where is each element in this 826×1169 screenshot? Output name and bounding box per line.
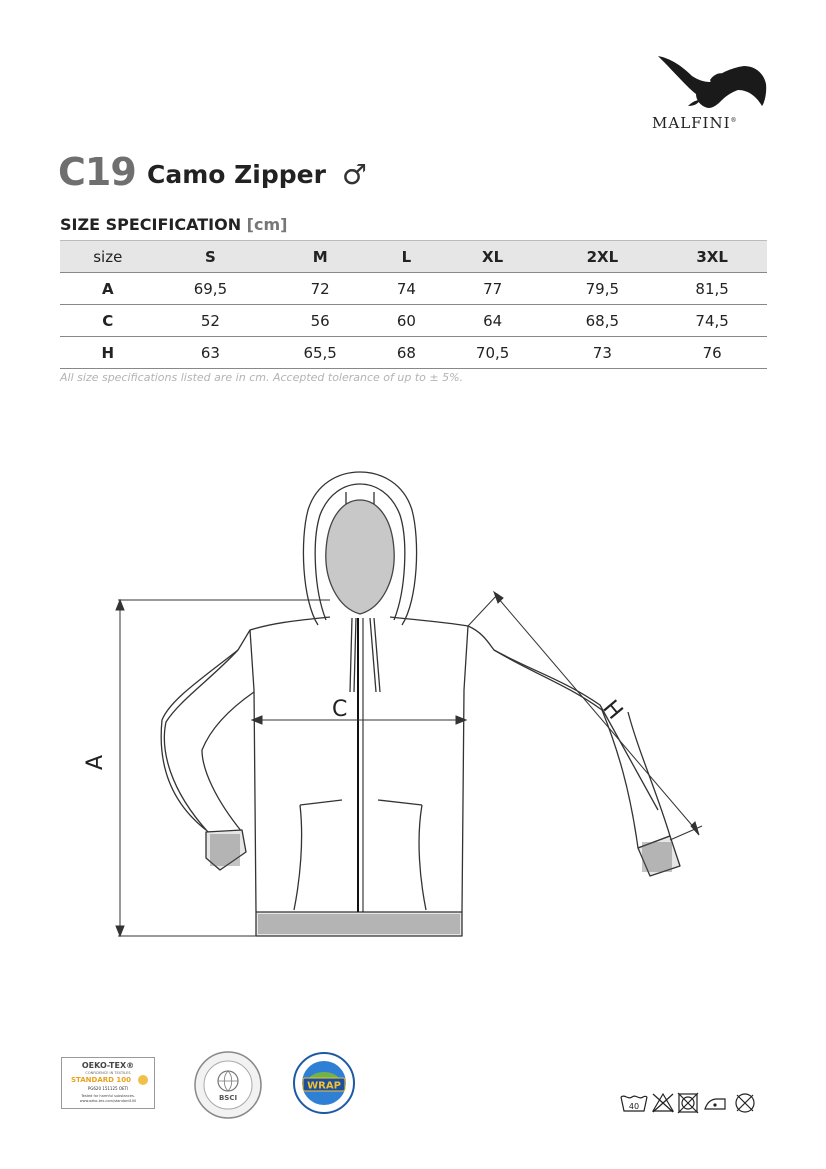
oeko-standard: STANDARD 100 xyxy=(70,1076,132,1084)
bsci-label: BSCI xyxy=(218,1094,238,1102)
oeko-tex-badge xyxy=(61,1057,155,1109)
table-cell: 72 xyxy=(310,279,330,298)
table-cell: 64 xyxy=(483,311,503,330)
table-cell: 68 xyxy=(396,343,416,362)
label-h: H xyxy=(597,695,628,725)
table-cell: 56 xyxy=(310,311,330,330)
table-header-row xyxy=(60,241,767,273)
row-label: H xyxy=(101,343,115,362)
oeko-subtitle: CONFIDENCE IN TEXTILES xyxy=(85,1071,131,1075)
iron-icon xyxy=(705,1099,725,1109)
row-label: A xyxy=(101,279,114,298)
table-cell: 70,5 xyxy=(475,343,510,362)
table-cell: 73 xyxy=(592,343,612,362)
no-tumble-dry-icon xyxy=(678,1093,698,1113)
drawstring-left xyxy=(350,618,356,692)
table-cell: 79,5 xyxy=(585,279,620,298)
table-cell: 65,5 xyxy=(303,343,337,362)
header-l: L xyxy=(401,247,412,266)
oeko-note-line1: Tested for harmful substances. xyxy=(81,1094,135,1098)
trademark: ® xyxy=(730,117,738,124)
product-code: C19 xyxy=(58,150,136,194)
table-cell: 74 xyxy=(396,279,416,298)
wrap-badge xyxy=(289,1048,359,1118)
oeko-title: OEKO-TEX® xyxy=(81,1061,135,1070)
wash-40-icon xyxy=(621,1096,647,1111)
care-symbols xyxy=(619,1091,771,1115)
measure-h-ext1 xyxy=(468,594,498,626)
product-name: Camo Zipper xyxy=(147,160,326,189)
table-row xyxy=(60,305,767,337)
header-3xl: 3XL xyxy=(696,247,728,266)
oeko-number: PG620 151125 OETI xyxy=(87,1086,129,1091)
spec-title xyxy=(60,215,287,234)
header-m: M xyxy=(312,247,328,266)
brand-name xyxy=(652,114,738,132)
table-row xyxy=(60,337,767,369)
wash-temp: 40 xyxy=(628,1102,640,1111)
drawstring-right xyxy=(370,618,380,692)
table-cell: 77 xyxy=(483,279,503,298)
label-a: A xyxy=(83,754,108,770)
row-label: C xyxy=(102,311,114,330)
measure-h-line xyxy=(498,598,696,830)
header-xl: XL xyxy=(482,247,504,266)
table-cell: 76 xyxy=(702,343,722,362)
no-dry-clean-icon xyxy=(736,1094,754,1112)
hoodie-svg xyxy=(83,460,730,960)
tolerance-note: All size specifications listed are in cm. Accepted tolerance of up to ± 5%. xyxy=(60,371,464,384)
table-cell: 74,5 xyxy=(695,311,729,330)
table-cell: 69,5 xyxy=(193,279,228,298)
oeko-note-line2: www.oeko-tex.com/standard100 xyxy=(79,1099,137,1103)
table-cell: 68,5 xyxy=(585,311,620,330)
brand-text: MALFINI xyxy=(652,114,731,132)
table-cell: 81,5 xyxy=(695,279,729,298)
left-sleeve xyxy=(164,650,254,832)
header-2xl: 2XL xyxy=(586,247,619,266)
header-s: S xyxy=(205,247,216,266)
bsci-badge xyxy=(193,1050,263,1120)
male-symbol-icon: ♂ xyxy=(342,158,368,191)
spec-unit: [cm] xyxy=(246,215,288,234)
table-row xyxy=(60,273,767,305)
sun-icon xyxy=(138,1075,148,1085)
label-c: C xyxy=(332,697,348,722)
spec-title-text: SIZE SPECIFICATION xyxy=(60,215,242,234)
hoodie-diagram xyxy=(83,460,730,960)
table-cell: 52 xyxy=(200,311,220,330)
hood-face-opening xyxy=(326,500,394,614)
right-sleeve xyxy=(494,650,670,848)
wrap-label: WRAP xyxy=(307,1080,341,1092)
table-cell: 63 xyxy=(200,343,220,362)
kangaroo-pocket xyxy=(294,800,426,910)
header-size: size xyxy=(93,247,123,266)
oeko-note xyxy=(62,1094,154,1104)
table-cell: 60 xyxy=(396,311,416,330)
no-bleach-icon xyxy=(653,1094,673,1112)
size-table xyxy=(60,240,767,369)
body-left xyxy=(161,617,330,830)
